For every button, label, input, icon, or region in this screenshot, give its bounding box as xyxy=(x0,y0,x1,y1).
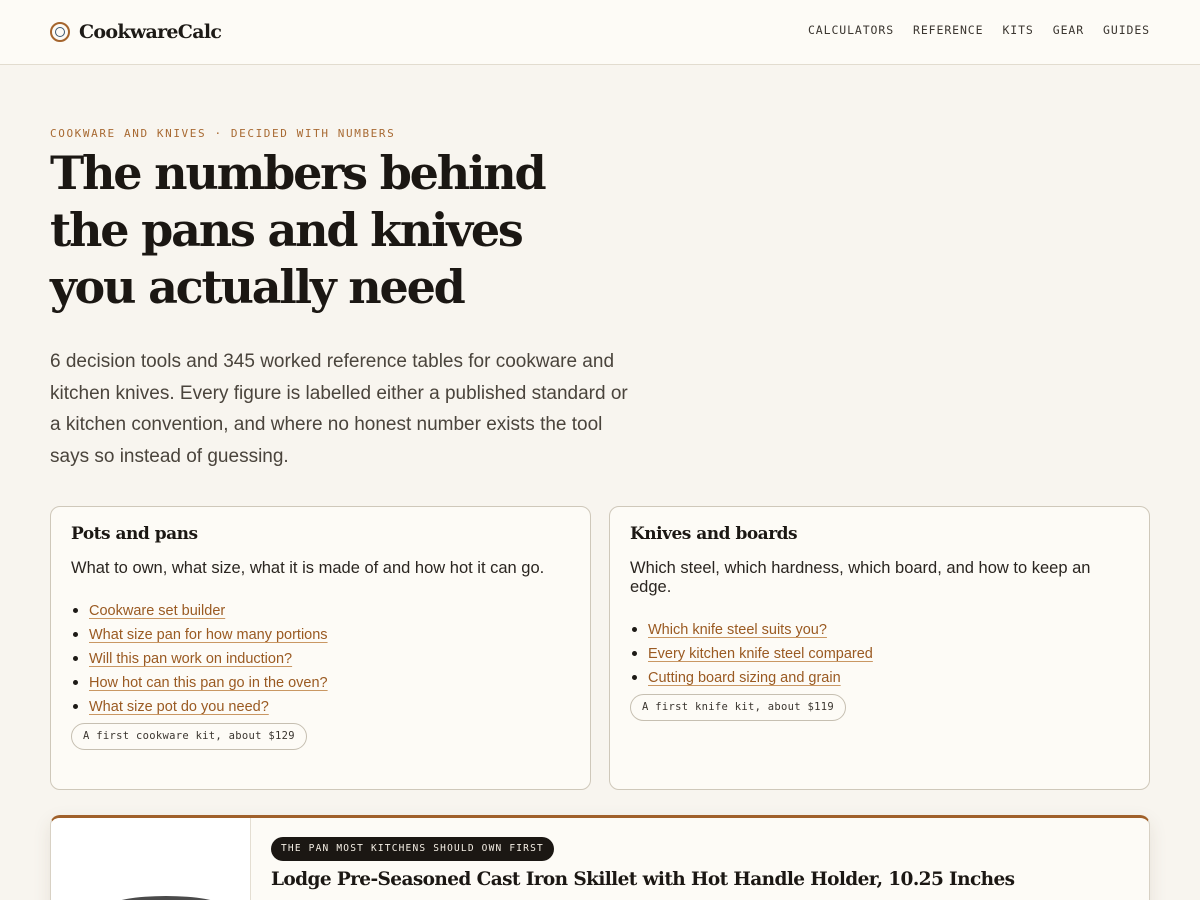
site-header xyxy=(0,0,1200,65)
list-item xyxy=(71,648,570,672)
card-title: Knives and boards xyxy=(630,524,798,544)
list-item xyxy=(630,643,1129,667)
featured-product-card[interactable] xyxy=(50,815,1150,900)
knife-kit-pill[interactable]: A first knife kit, about $119 xyxy=(630,694,846,721)
card-title: Pots and pans xyxy=(71,524,198,544)
headline-line: the pans and knives xyxy=(50,203,522,257)
card-description: Which steel, which hardness, which board, and how to keep an edge. xyxy=(630,559,1091,596)
logo-ring-icon xyxy=(50,22,70,42)
list-item xyxy=(71,624,570,648)
product-image xyxy=(51,818,251,900)
skillet-icon xyxy=(111,896,221,900)
cookware-kit-pill[interactable]: A first cookware kit, about $129 xyxy=(71,723,307,750)
card-link-list xyxy=(71,600,570,720)
link-steel-comparison[interactable]: Every kitchen knife steel compared xyxy=(648,646,873,662)
nav-reference[interactable]: REFERENCE xyxy=(913,23,984,37)
card-description: What to own, what size, what it is made of and how hot it can go. xyxy=(71,559,545,577)
product-title[interactable]: Lodge Pre-Seasoned Cast Iron Skillet with Hot Handle Holder, 10.25 Inches xyxy=(271,869,1015,890)
list-item xyxy=(71,672,570,696)
list-item xyxy=(630,619,1129,643)
brand-name: CookwareCalc xyxy=(79,21,222,43)
nav-calculators[interactable]: CALCULATORS xyxy=(807,23,895,37)
nav-guides[interactable]: GUIDES xyxy=(1103,23,1150,37)
nav-gear[interactable]: GEAR xyxy=(1052,23,1085,37)
featured-badge: THE PAN MOST KITCHENS SHOULD OWN FIRST xyxy=(271,837,554,861)
link-cutting-board-sizing[interactable]: Cutting board sizing and grain xyxy=(648,670,841,686)
link-oven-temperature[interactable]: How hot can this pan go in the oven? xyxy=(89,675,328,691)
link-knife-steel-quiz[interactable]: Which knife steel suits you? xyxy=(648,622,827,638)
link-pan-size-portions[interactable]: What size pan for how many portions xyxy=(89,627,328,643)
main-nav xyxy=(808,23,1150,37)
link-pot-size[interactable]: What size pot do you need? xyxy=(89,699,269,715)
headline-line: The numbers behind xyxy=(50,146,545,200)
list-item xyxy=(71,600,570,624)
card-knives-and-boards xyxy=(609,506,1150,790)
nav-kits[interactable]: KITS xyxy=(1002,23,1034,37)
card-pots-and-pans xyxy=(50,506,591,790)
headline-line: you actually need xyxy=(50,260,464,314)
card-link-list xyxy=(630,619,1129,691)
list-item xyxy=(71,696,570,720)
link-cookware-set-builder[interactable]: Cookware set builder xyxy=(89,603,226,619)
hero-headline xyxy=(50,145,610,316)
hero-eyebrow: COOKWARE AND KNIVES · DECIDED WITH NUMBERS xyxy=(50,127,396,140)
link-induction-check[interactable]: Will this pan work on induction? xyxy=(89,651,293,667)
brand-logo-link[interactable] xyxy=(50,19,221,45)
hero-lede: 6 decision tools and 345 worked reference tables for cookware and kitchen knives. Every figure is labelled either a published standard or a kitchen convention, and where no honest number exists the tool says so instead of guessing. xyxy=(50,351,628,468)
list-item xyxy=(630,667,1129,691)
